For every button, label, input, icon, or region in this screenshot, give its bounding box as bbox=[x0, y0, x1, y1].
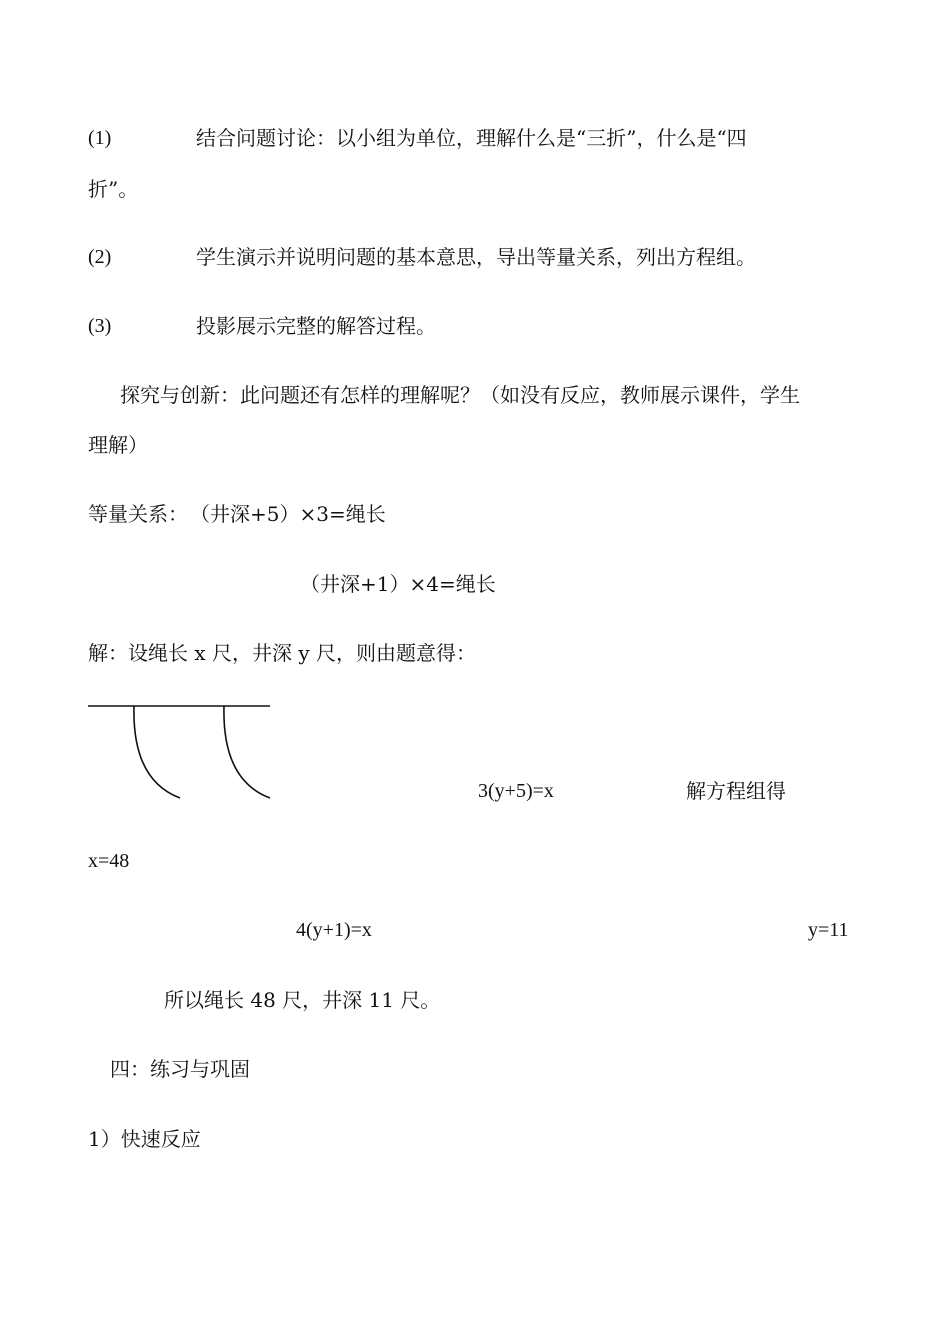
y-value: y=11 bbox=[808, 919, 849, 941]
step-1-number: (1) bbox=[88, 127, 112, 149]
solution-setup: 解：设绳长 x 尺，井深 y 尺，则由题意得： bbox=[88, 641, 477, 665]
section-4-heading: 四：练习与巩固 bbox=[110, 1057, 250, 1081]
system-equation-2: 4(y+1)=x bbox=[296, 919, 372, 941]
step-1-continuation: 折”。 bbox=[88, 177, 139, 201]
step-2-text: 学生演示并说明问题的基本意思，导出等量关系，列出方程组。 bbox=[196, 245, 756, 269]
step-1-text: 结合问题讨论：以小组为单位，理解什么是“三折”，什么是“四 bbox=[196, 126, 747, 150]
section-4-item-1: 1）快速反应 bbox=[88, 1127, 201, 1151]
step-3-number: (3) bbox=[88, 315, 112, 337]
explore-line-1: 探究与创新：此问题还有怎样的理解呢？（如没有反应，教师展示课件，学生 bbox=[120, 383, 800, 407]
x-value: x=48 bbox=[88, 850, 130, 872]
explore-line-2: 理解） bbox=[88, 433, 148, 457]
step-3-text: 投影展示完整的解答过程。 bbox=[196, 314, 436, 338]
relation-equation-1: （井深+5）×3=绳长 bbox=[190, 502, 386, 526]
step-2-number: (2) bbox=[88, 246, 112, 268]
conclusion: 所以绳长 48 尺，井深 11 尺。 bbox=[164, 988, 441, 1012]
system-equation-1: 3(y+5)=x bbox=[478, 780, 554, 802]
relations-label: 等量关系： bbox=[88, 502, 188, 526]
relation-equation-2: （井深+1）×4=绳长 bbox=[300, 572, 496, 596]
solve-label: 解方程组得 bbox=[686, 779, 786, 803]
